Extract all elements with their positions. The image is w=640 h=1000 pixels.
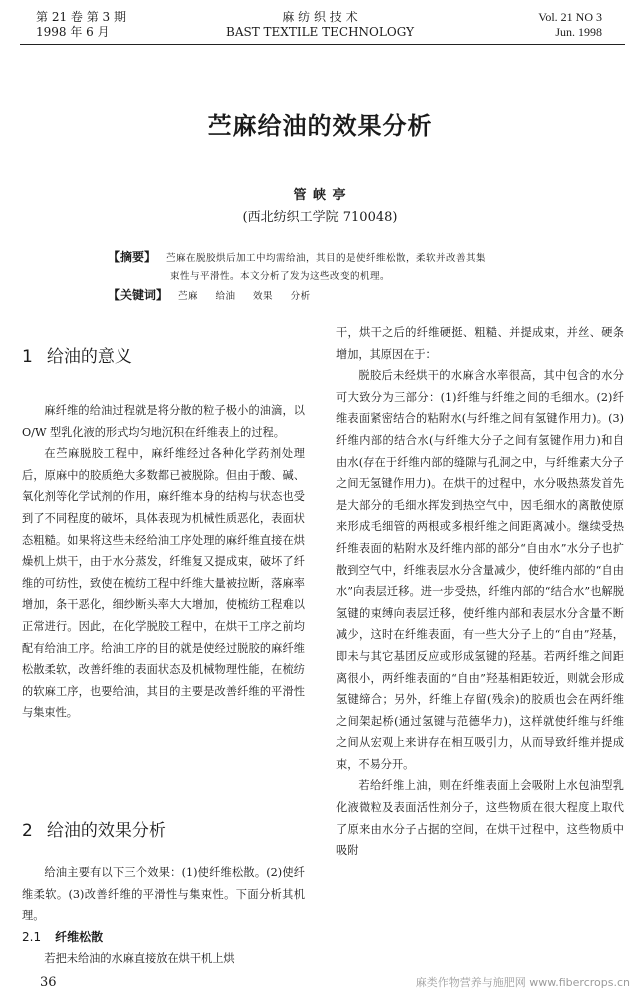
keywords-text: 苎麻 给油 效果 分析 [178, 291, 311, 302]
section-title-1: 给油的意义 [46, 347, 132, 367]
header-issue-en [538, 10, 602, 40]
paper-author: 管 峡 亭 [293, 188, 347, 203]
section-heading-2 [22, 819, 166, 843]
section-2-body [22, 862, 305, 970]
paper-title: 苎麻给油的效果分析 [207, 112, 433, 140]
subsection-title: 纤维松散 [55, 929, 104, 944]
header-divider [20, 44, 625, 45]
header-volume-issue: 第 21 卷 第 3 期 [36, 10, 126, 24]
paper-affiliation: (西北纺织工学院 710048) [242, 210, 398, 225]
header-journal-cn: 麻 纺 织 技 术 [282, 10, 358, 24]
section-number-2: 2 [22, 821, 33, 841]
keywords [108, 286, 548, 306]
keywords-label: 【关键词】 [108, 288, 169, 302]
section-title-2: 给油的效果分析 [46, 821, 166, 841]
paragraph: 脱胶后未经烘干的水麻含水率很高，其中包含的水分可大致分为三部分：(1)纤维与纤维之间的毛细水。(2)纤维表面紧密结合的粘附水(与纤维之间有氢键作用力)。(3)纤维内部的结合水(与纤维大分子之间有氢键作用力)和自由水(存在于纤维内部的缝隙与孔洞之中，与纤维素大分子之间无氢键作用力)。在烘干的过程中，水分吸热蒸发首先是大部分的毛细水挥发到热空气中，因毛细水的离散使原来形成毛细管的两根或多根纤维之间距离减小。继续受热纤维表面的粘附水及纤维内部的部分“自由水”水分子也扩散到空气中，纤维表层水分含量减少，使纤维内部的“自由水”向表层迁移。进一步受热，纤维内部的“结合水”也解脱氢键的束缚向表层迁移，使纤维内部和表层水分含量不断减少，这时在纤维表面，有一些大分子上的“自由”羟基，即未与其它基团反应或形成氢键的羟基。若两纤维之间距离很小，两纤维表面的“自由”羟基相距较近，则就会形成氢键缔合；另外，纤维上存留(残余)的胶质也会在两纤维之间架起桥(通过氢键与范德华力)，这样就使纤维与纤维之间从宏观上来讲存在相互吸引力，从而导致纤维并提成束，不易分开。 [336, 369, 624, 771]
paragraph: 在苎麻脱胶工程中，麻纤维经过各种化学药剂处理后，原麻中的胶质绝大多数都已被脱除。但由于酸、碱、氧化剂等化学试剂的作用，麻纤维本身的结构与状态也受到了不同程度的破坏，具体表现为机械性质恶化，表面状态粗糙。如果将这些未经给油工序处理的麻纤维直接在烘燥机上烘干，由于水分蒸发，纤维复又提成束，破坏了纤维的可纺性，致使在梳纺工程中纤维大量被拉断，落麻率增加，条干恶化，细纱断头率大大增加，使梳纺工程难以正常进行。因此，在化学脱胶工程中，在烘干工序之前均配有给油工序。给油工序的目的就是使经过脱胶的麻纤维松散柔软，改善纤维的表面状态及机械物理性能，在梳纺的软麻工序，也要给油，其目的主要是改善纤维的平滑性与集束性。 [22, 447, 305, 720]
paragraph: 给油主要有以下三个效果：(1)使纤维松散。(2)使纤维柔软。(3)改善纤维的平滑性与集束性。下面分析其机理。 [22, 866, 305, 923]
header-date-en: Jun. 1998 [555, 25, 602, 39]
watermark: 麻类作物营养与施肥网 www.fibercrops.cn [415, 976, 630, 989]
abstract-line-1 [108, 248, 548, 268]
abstract-text-1: 苎麻在脱胶烘后加工中均需给油，其目的是使纤维松散，柔软并改善其集 [166, 253, 487, 264]
subsection-number: 2.1 [22, 929, 42, 944]
page-number: 36 [40, 975, 57, 990]
section-heading-1 [22, 345, 132, 369]
paragraph: 麻纤维的给油过程就是将分散的粒子极小的油滴，以 O/W 型乳化液的形式均匀地沉积在纤维表上的过程。 [22, 404, 305, 439]
abstract-text-2: 束性与平滑性。本文分析了发为这些改变的机理。 [170, 271, 391, 282]
paragraph: 若把未给油的水麻直接放在烘干机上烘 [44, 952, 235, 966]
paragraph: 若给纤维上油，则在纤维表面上会吸附上水包油型乳化液微粒及表面活性剂分子，这些物质在很大程度上取代了原来由水分子占据的空间，在烘干过程中，这些物质中吸附 [336, 779, 624, 858]
section-number-1: 1 [22, 347, 33, 367]
abstract-line-2 [108, 268, 548, 286]
header-volume-en: Vol. 21 NO 3 [538, 10, 602, 24]
subsection-heading-2-1 [22, 927, 305, 949]
abstract [108, 248, 548, 306]
left-column [22, 400, 305, 724]
abstract-label: 【摘要】 [108, 250, 157, 264]
header-journal-en: BAST TEXTILE TECHNOLOGY [226, 25, 414, 39]
header-date: 1998 年 6 月 [36, 25, 110, 39]
right-column [336, 322, 624, 862]
paragraph-continuation: 干，烘干之后的纤维硬挺、粗糙、并提成束，并丝、硬条增加，其原因在于： [336, 326, 624, 361]
